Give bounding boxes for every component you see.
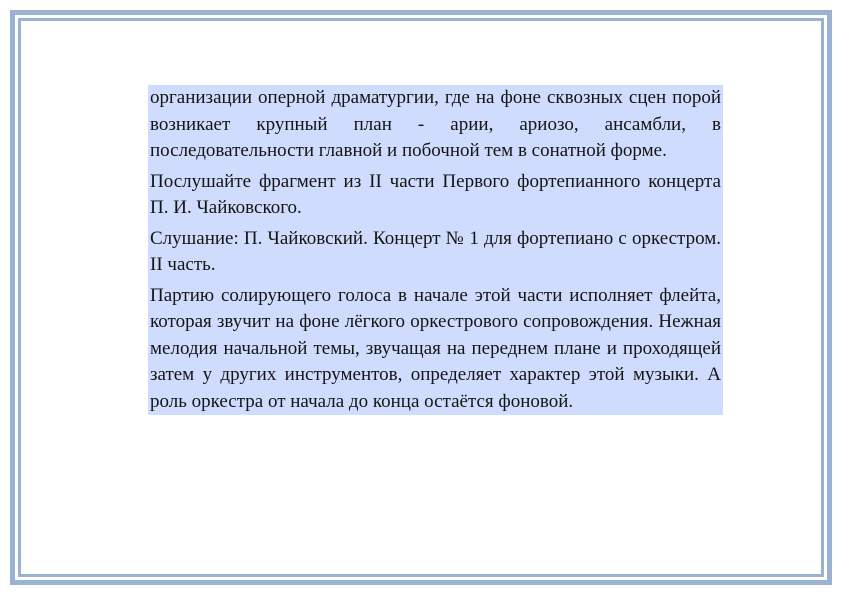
paragraph-listen-instruction: Послушайте фрагмент из II части Первого фортепианного концерта П. И. Чайковского. [150, 170, 721, 218]
paragraph-flute-description: Партию солирующего голоса в начале этой части исполняет флейта, которая звучит на фоне лёгкого оркестрового сопровождения. Нежная мелодия начальной темы, звучащая на переднем плане и проходящей затем у других инструментов, определяет характер этой музыки. А роль оркестра от начала до конца остаётся фоновой. [150, 284, 721, 412]
paragraph-drama-organization: организации оперной драматургии, где на фоне сквозных сцен порой возникает крупный план - арии, ариозо, ансамбли, в последовательности главной и побочной тем в сонатной форме. [150, 87, 721, 161]
text-block[interactable] [148, 85, 723, 415]
paragraph-listening-title: Слушание: П. Чайковский. Концерт № 1 для фортепиано с оркестром. II часть. [150, 227, 721, 275]
